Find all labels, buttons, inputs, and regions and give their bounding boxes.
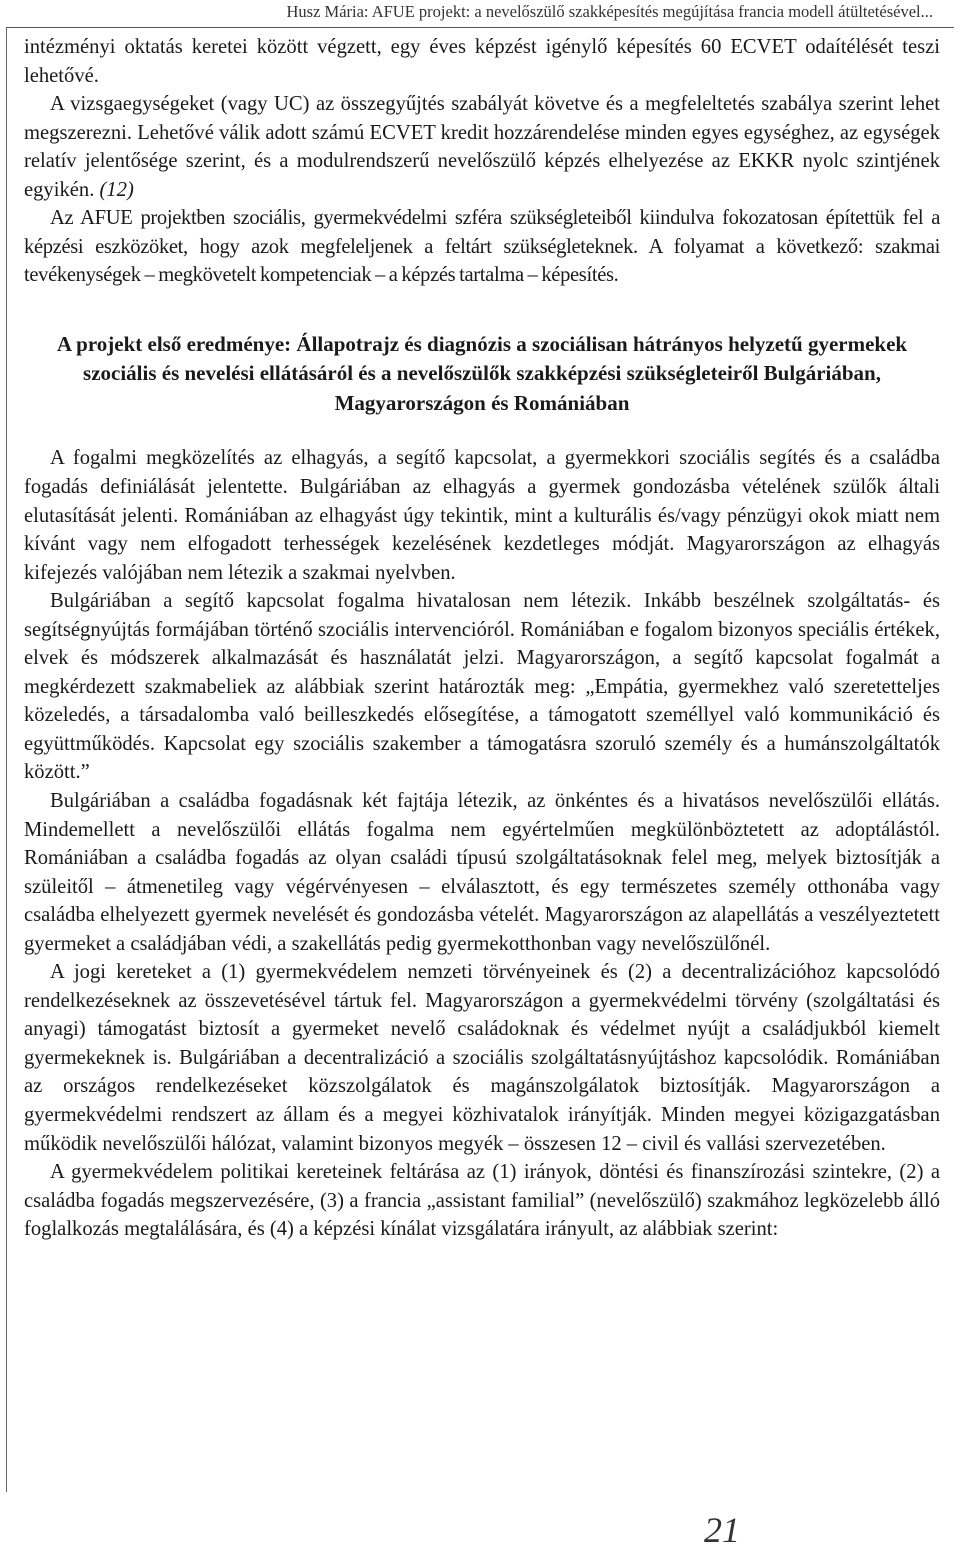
intro-paragraph-1a: intézményi oktatás keretei között végzett, egy éves képzést igénylő képesítés 60 ECVET odaítélését teszi lehetővé.	[24, 36, 940, 87]
left-margin-rule	[6, 27, 7, 1492]
body-paragraph-3: Bulgáriában a családba fogadásnak két fajtája létezik, az önkéntes és a hivatásos nevelőszülői ellátás. Mindemellett a nevelőszülői ellátás fogalma nem egyértelműen megkülönböztetett az adoptálástól. Romániában a családba fogadás az olyan családi típusú szolgáltatásoknak felel meg, melyek biztosítják a szüleitől – átmenetileg vagy végérvényesen – elválasztott, és egy természetes személy otthonába vagy családba elhelyezett gyermek nevelését és gondozásba vételét. Magyarországon az alapellátás a veszélyeztetett gyermeket a családjában védi, a szakellátás pedig gyermekotthonban vagy nevelőszülőnél.	[24, 789, 940, 955]
running-header: Husz Mária: AFUE projekt: a nevelőszülő szakképesítés megújítása francia modell átültetésével...	[286, 2, 933, 21]
intro-paragraph-2: Az AFUE projektben szociális, gyermekvédelmi szféra szükségleteiből kiindulva fokozatosan építettük fel a képzési eszközöket, hogy azok megfeleljenek a feltárt szükségleteknek. A folyamat a következő: szakmai tevékenységek – megkövetelt kompetenciak – a képzés tartalma – képesítés.	[24, 207, 940, 287]
body-paragraph-4: A jogi kereteket a (1) gyermekvédelem nemzeti törvényeinek és (2) a decentralizációhoz kapcsolódó rendelkezéseknek az összevetésével tártuk fel. Magyarországon a gyermekvédelmi törvény (szolgáltatási és anyagi) támogatást biztosít a gyermeket nevelő családoknak és védelmet nyújt a családjukból kiemelt gyermekeknek is. Bulgáriában a decentralizáció a szociális szolgáltatásnyújtáshoz kapcsolódik. Romániában az országos rendelkezéseket közszolgálatok és magánszolgálatok biztosítják. Magyarországon a gyermekvédelmi rendszert az állam és a megyei közhivatalok irányítják. Minden megyei közigazgatásban működik nevelőszülői hálózat, valamint bizonyos megyék – összesen 12 – civil és vallási szervezetében.	[24, 961, 940, 1155]
intro-paragraph-1b	[24, 90, 940, 204]
header-rule	[6, 27, 954, 28]
citation-reference: (12)	[99, 178, 134, 201]
page-number: 21	[704, 1510, 740, 1550]
body-paragraph-2: Bulgáriában a segítő kapcsolat fogalma hivatalosan nem létezik. Inkább beszélnek szolgáltatás- és segítségnyújtás formájában történő szociális intervencióról. Romániában e fogalom bizonyos speciális értékek, elvek és módszerek alkalmazását és használatát jelzi. Magyarországon, a segítő kapcsolat fogalmát a megkérdezett szakmabeliek az alábbiak szerint határozták meg: „Empátia, gyermekhez való szeretetteljes közeledés, a társadalomba való beilleszkedés elősegítése, a támogatott személlyel való kommunikáció és együttműködés. Kapcsolat egy szociális szakember a támogatásra szoruló személy és a humánszolgáltatók között.”	[24, 590, 940, 784]
intro-paragraph-1b-text: A vizsgaegységeket (vagy UC) az összegyűjtés szabályát követve és a megfeleltetés szabálya szerint lehet megszerezni. Lehetővé válik adott számú ECVET kredit hozzárendelése minden egyes egységhez, az egységek relatív jelentősége szerint, és a modulrendszerű nevelőszülő képzés elhelyezése az EKKR nyolc szintjének egyikén.	[24, 93, 940, 201]
page-body	[24, 33, 940, 1244]
body-paragraph-5: A gyermekvédelem politikai kereteinek feltárása az (1) irányok, döntési és finanszírozási szintekre, (2) a családba fogadás megszervezésére, (3) a francia „assistant familial” (nevelőszülő) szakmához legközelebb álló foglalkozás megtalálására, és (4) a képzési kínálat vizsgálatára irányult, az alábbiak szerint:	[24, 1161, 940, 1241]
body-paragraph-1: A fogalmi megközelítés az elhagyás, a segítő kapcsolat, a gyermekkori szociális segítés és a családba fogadás definiálását jelentette. Bulgáriában az elhagyás a gyermek gondozásba vételének szülők általi elutasítását jelenti. Romániában az elhagyást úgy tekintik, mint a kulturális és/vagy pénzügyi okok miatt nem kívánt vagy nem elfogadott terhességek kezelésének kezdetleges módját. Magyarországon az elhagyás kifejezés valójában nem létezik a szakmai nyelvben.	[24, 447, 940, 584]
section-heading: A projekt első eredménye: Állapotrajz és diagnózis a szociálisan hátrányos helyzetű gyermekek szociális és nevelési ellátásáról és a nevelőszülők szakképzési szükségleteiről Bulgáriában, Magyarországon és Romániában	[56, 331, 908, 415]
